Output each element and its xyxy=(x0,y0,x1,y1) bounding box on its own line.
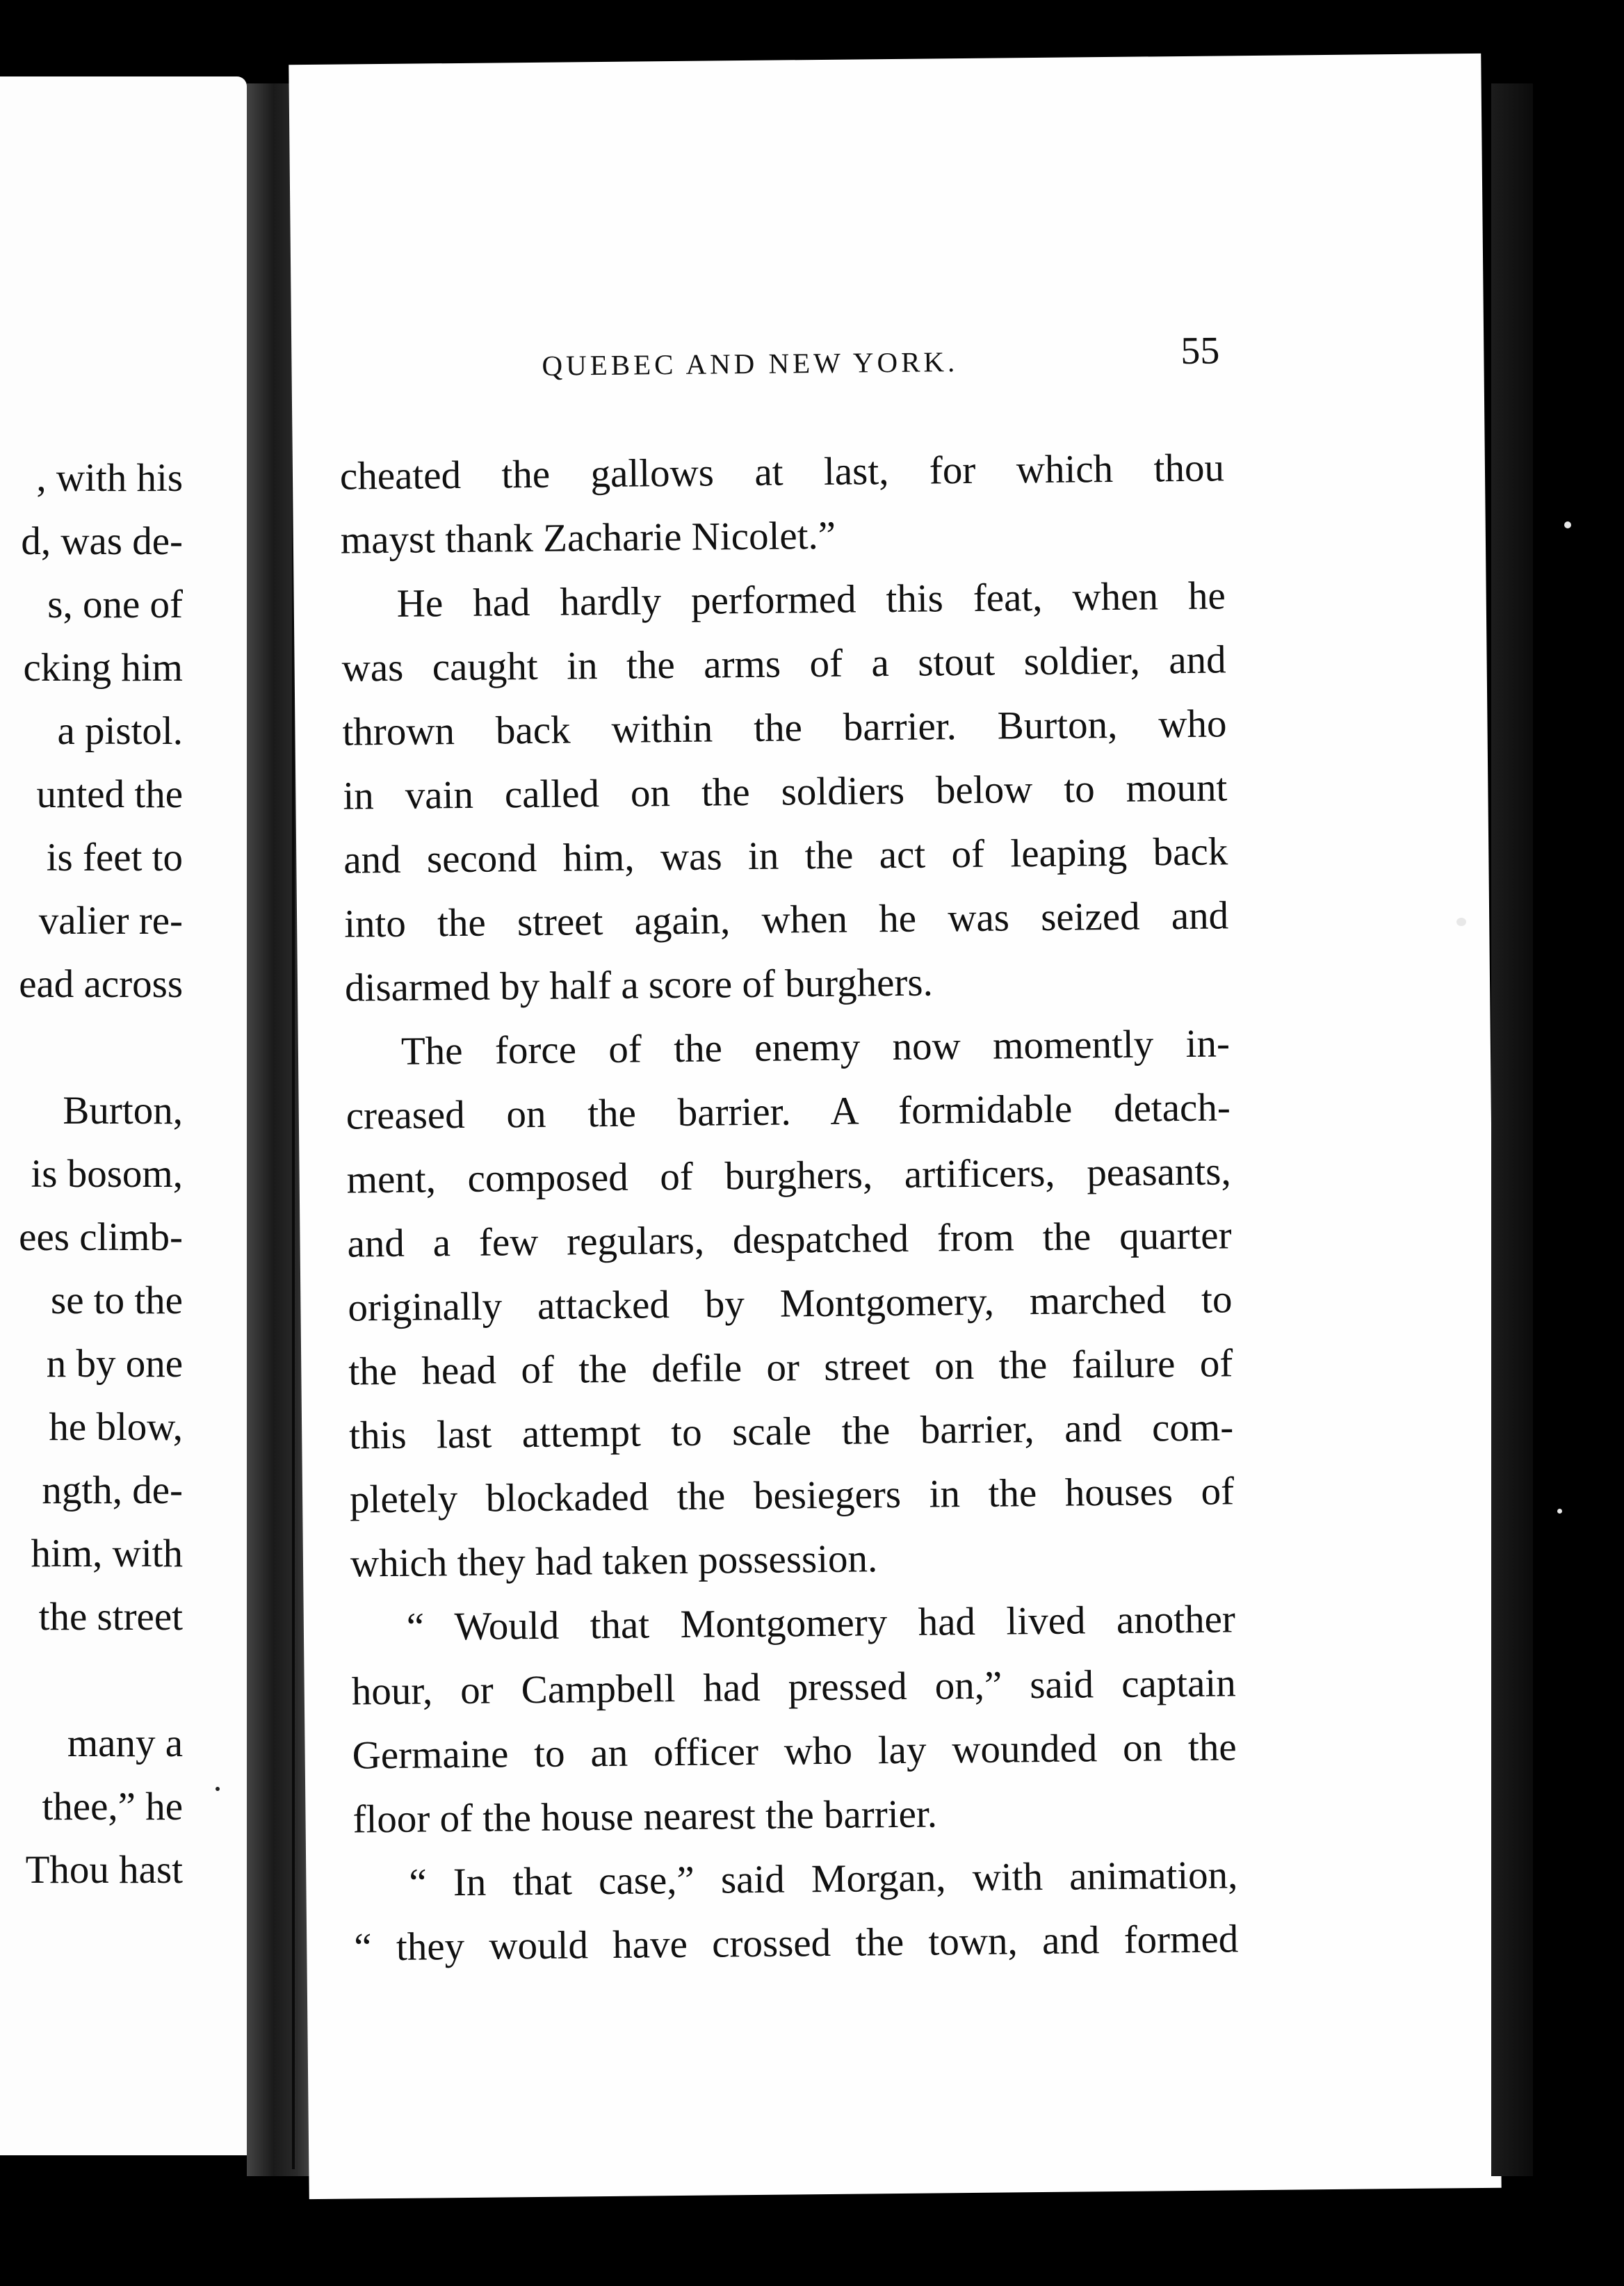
left-page-line: d, was de- xyxy=(21,519,183,563)
text-line: in vain called on the soldiers below to mount xyxy=(343,765,1228,818)
text-line: ment, composed of burghers, artificers, peasants, xyxy=(346,1149,1231,1202)
left-page-line: s, one of xyxy=(47,583,183,626)
text-line: pletely blockaded the besiegers in the houses of xyxy=(349,1469,1235,1522)
text-line: “ Would that Montgomery had lived another xyxy=(406,1597,1236,1649)
text-line: “ they would have crossed the town, and formed xyxy=(353,1917,1239,1970)
text-line: cheated the gallows at last, for which thou xyxy=(339,446,1225,498)
text-line: originally attacked by Montgomery, marched to xyxy=(348,1277,1233,1330)
page-edge-shadow xyxy=(1491,83,1533,2176)
previous-page xyxy=(0,76,247,2155)
left-page-line: unted the xyxy=(36,772,183,816)
left-page-line: ngth, de- xyxy=(42,1468,183,1512)
left-page-line: n by one xyxy=(46,1342,183,1386)
text-line: which they had taken possession. xyxy=(350,1537,878,1586)
scan-speck xyxy=(1456,918,1466,926)
text-line: the head of the defile or street on the failure of xyxy=(348,1341,1233,1394)
page-number: 55 xyxy=(1180,329,1220,373)
text-line: thrown back within the barrier. Burton, who xyxy=(342,702,1227,754)
text-line: and a few regulars, despatched from the quarter xyxy=(347,1213,1232,1266)
left-page-line: valier re- xyxy=(38,899,183,943)
text-line: this last attempt to scale the barrier, and com- xyxy=(348,1405,1234,1458)
left-page-line: thee,” he xyxy=(42,1785,183,1829)
running-head: QUEBEC AND NEW YORK. xyxy=(542,346,959,382)
text-line: and second him, was in the act of leaping back xyxy=(343,829,1228,882)
left-page-line: him, with xyxy=(31,1532,183,1575)
text-line: was caught in the arms of a stout soldier, and xyxy=(341,638,1226,690)
scan-speck xyxy=(1564,521,1571,528)
text-line: into the street again, when he was seized and xyxy=(343,893,1229,946)
left-page-line: Thou hast xyxy=(25,1848,183,1892)
left-page-line: is feet to xyxy=(46,836,183,879)
left-page-line: ees climb- xyxy=(19,1215,183,1259)
left-page-line: the street xyxy=(38,1595,183,1639)
left-page-line: ead across xyxy=(19,962,183,1006)
text-line: He had hardly performed this feat, when he xyxy=(396,574,1226,626)
left-page-line: a pistol. xyxy=(57,709,183,753)
scan-speck xyxy=(1557,1509,1562,1514)
scan-speck xyxy=(216,1787,220,1791)
left-page-line: cking him xyxy=(23,646,183,690)
text-line: hour, or Campbell had pressed on,” said captain xyxy=(351,1661,1237,1714)
left-page-line: Burton, xyxy=(63,1089,183,1133)
text-line: “ In that case,” said Morgan, with animation, xyxy=(409,1853,1238,1905)
left-page-line: is bosom, xyxy=(31,1152,183,1196)
text-line: creased on the barrier. A formidable detach- xyxy=(346,1085,1231,1138)
left-page-line: , with his xyxy=(36,456,183,500)
left-page-line: he blow, xyxy=(49,1405,183,1449)
current-page xyxy=(289,54,1501,2199)
left-page-line: many a xyxy=(67,1721,183,1765)
text-line: mayst thank Zacharie Nicolet.” xyxy=(340,513,836,562)
text-line: Germaine to an officer who lay wounded on the xyxy=(352,1725,1237,1778)
left-page-line: se to the xyxy=(51,1279,183,1322)
text-line: disarmed by half a score of burghers. xyxy=(344,960,934,1010)
text-line: floor of the house nearest the barrier. xyxy=(352,1792,938,1842)
text-line: The force of the enemy now momently in- xyxy=(400,1021,1231,1073)
